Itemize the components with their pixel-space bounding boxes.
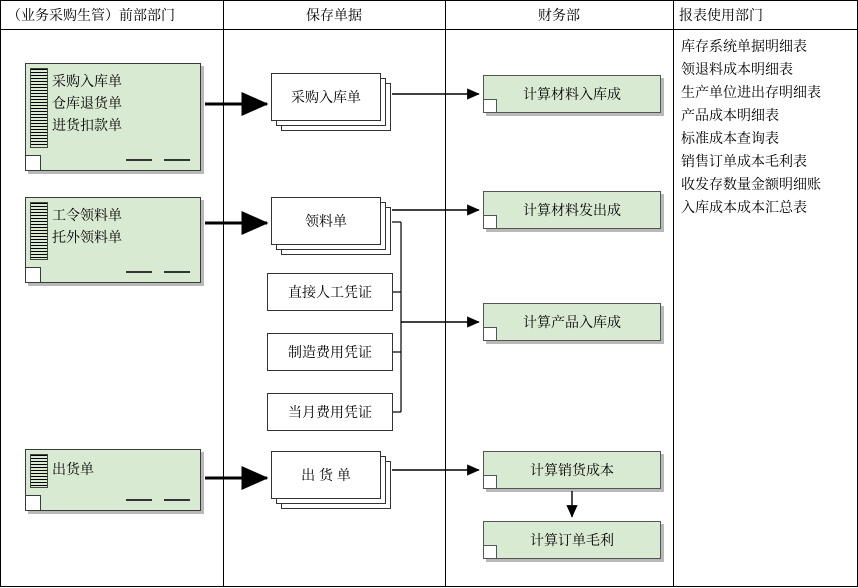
source-doc-card-2[interactable]	[25, 197, 201, 283]
saved-doc-voucher-monthly[interactable]: 当月费用凭证	[267, 393, 393, 431]
column-divider-2	[445, 1, 446, 586]
column-header-save: 保存单据	[306, 7, 362, 23]
report-list-item: 产品成本明细表	[681, 107, 779, 123]
source-doc-line: 仓库退货单	[52, 95, 122, 111]
report-list-item: 生产单位进出存明细表	[681, 84, 821, 100]
report-list	[681, 35, 821, 219]
source-doc-line: 进货扣款单	[52, 117, 122, 133]
folded-corner-icon	[484, 215, 497, 228]
doc-underline-decor	[126, 271, 190, 274]
source-doc-line: 采购入库单	[52, 73, 122, 89]
folded-corner-icon	[484, 545, 497, 558]
source-doc-line: 出货单	[52, 461, 94, 477]
folded-corner-icon	[484, 99, 497, 112]
report-list-item: 领退料成本明细表	[681, 61, 793, 77]
finance-task-label: 计算材料发出成	[523, 202, 621, 218]
binding-strip-icon	[30, 202, 48, 260]
report-list-item: 入库成本成本汇总表	[681, 199, 807, 215]
source-doc-line: 托外领料单	[52, 229, 122, 245]
finance-task-label: 计算材料入库成	[523, 86, 621, 102]
finance-task-order-margin[interactable]	[483, 521, 661, 559]
source-doc-card-3[interactable]	[25, 449, 201, 511]
saved-doc-voucher-manufacturing[interactable]: 制造费用凭证	[267, 333, 393, 371]
folded-corner-icon	[484, 475, 497, 488]
column-divider-3	[673, 1, 674, 586]
saved-doc-label: 采购入库单	[271, 73, 381, 121]
source-doc-line: 工令领料单	[52, 207, 122, 223]
column-header-reports: 报表使用部门	[679, 7, 763, 23]
doc-underline-decor	[126, 499, 190, 502]
column-header-front: （业务采购生管）前部部门	[7, 7, 175, 23]
doc-underline-decor	[126, 159, 190, 162]
column-divider-1	[223, 1, 224, 586]
finance-task-material-in[interactable]	[483, 75, 661, 113]
finance-task-sales-cost[interactable]	[483, 451, 661, 489]
finance-task-product-in[interactable]	[483, 303, 661, 341]
finance-task-label: 计算订单毛利	[530, 532, 614, 548]
source-doc-card-1[interactable]	[25, 63, 201, 171]
saved-doc-label: 领料单	[271, 197, 381, 245]
report-list-item: 标准成本查询表	[681, 130, 779, 146]
folded-corner-icon	[484, 327, 497, 340]
finance-task-label: 计算销货成本	[530, 462, 614, 478]
header-divider	[1, 29, 857, 30]
report-list-item: 销售订单成本毛利表	[681, 153, 807, 169]
folded-corner-icon	[26, 155, 41, 170]
binding-strip-icon	[30, 454, 48, 488]
finance-task-material-out[interactable]	[483, 191, 661, 229]
saved-doc-stack-3[interactable]	[271, 451, 381, 499]
saved-doc-stack-1[interactable]	[271, 73, 381, 121]
saved-doc-label: 出 货 单	[271, 451, 381, 499]
saved-doc-voucher-labor[interactable]: 直接人工凭证	[267, 273, 393, 311]
report-list-item: 收发存数量金额明细账	[681, 176, 821, 192]
report-list-item: 库存系统单据明细表	[681, 38, 807, 54]
binding-strip-icon	[30, 68, 48, 148]
folded-corner-icon	[26, 495, 41, 510]
column-header-finance: 财务部	[538, 7, 580, 23]
saved-doc-stack-2[interactable]	[271, 197, 381, 245]
finance-task-label: 计算产品入库成	[523, 314, 621, 330]
folded-corner-icon	[26, 267, 41, 282]
